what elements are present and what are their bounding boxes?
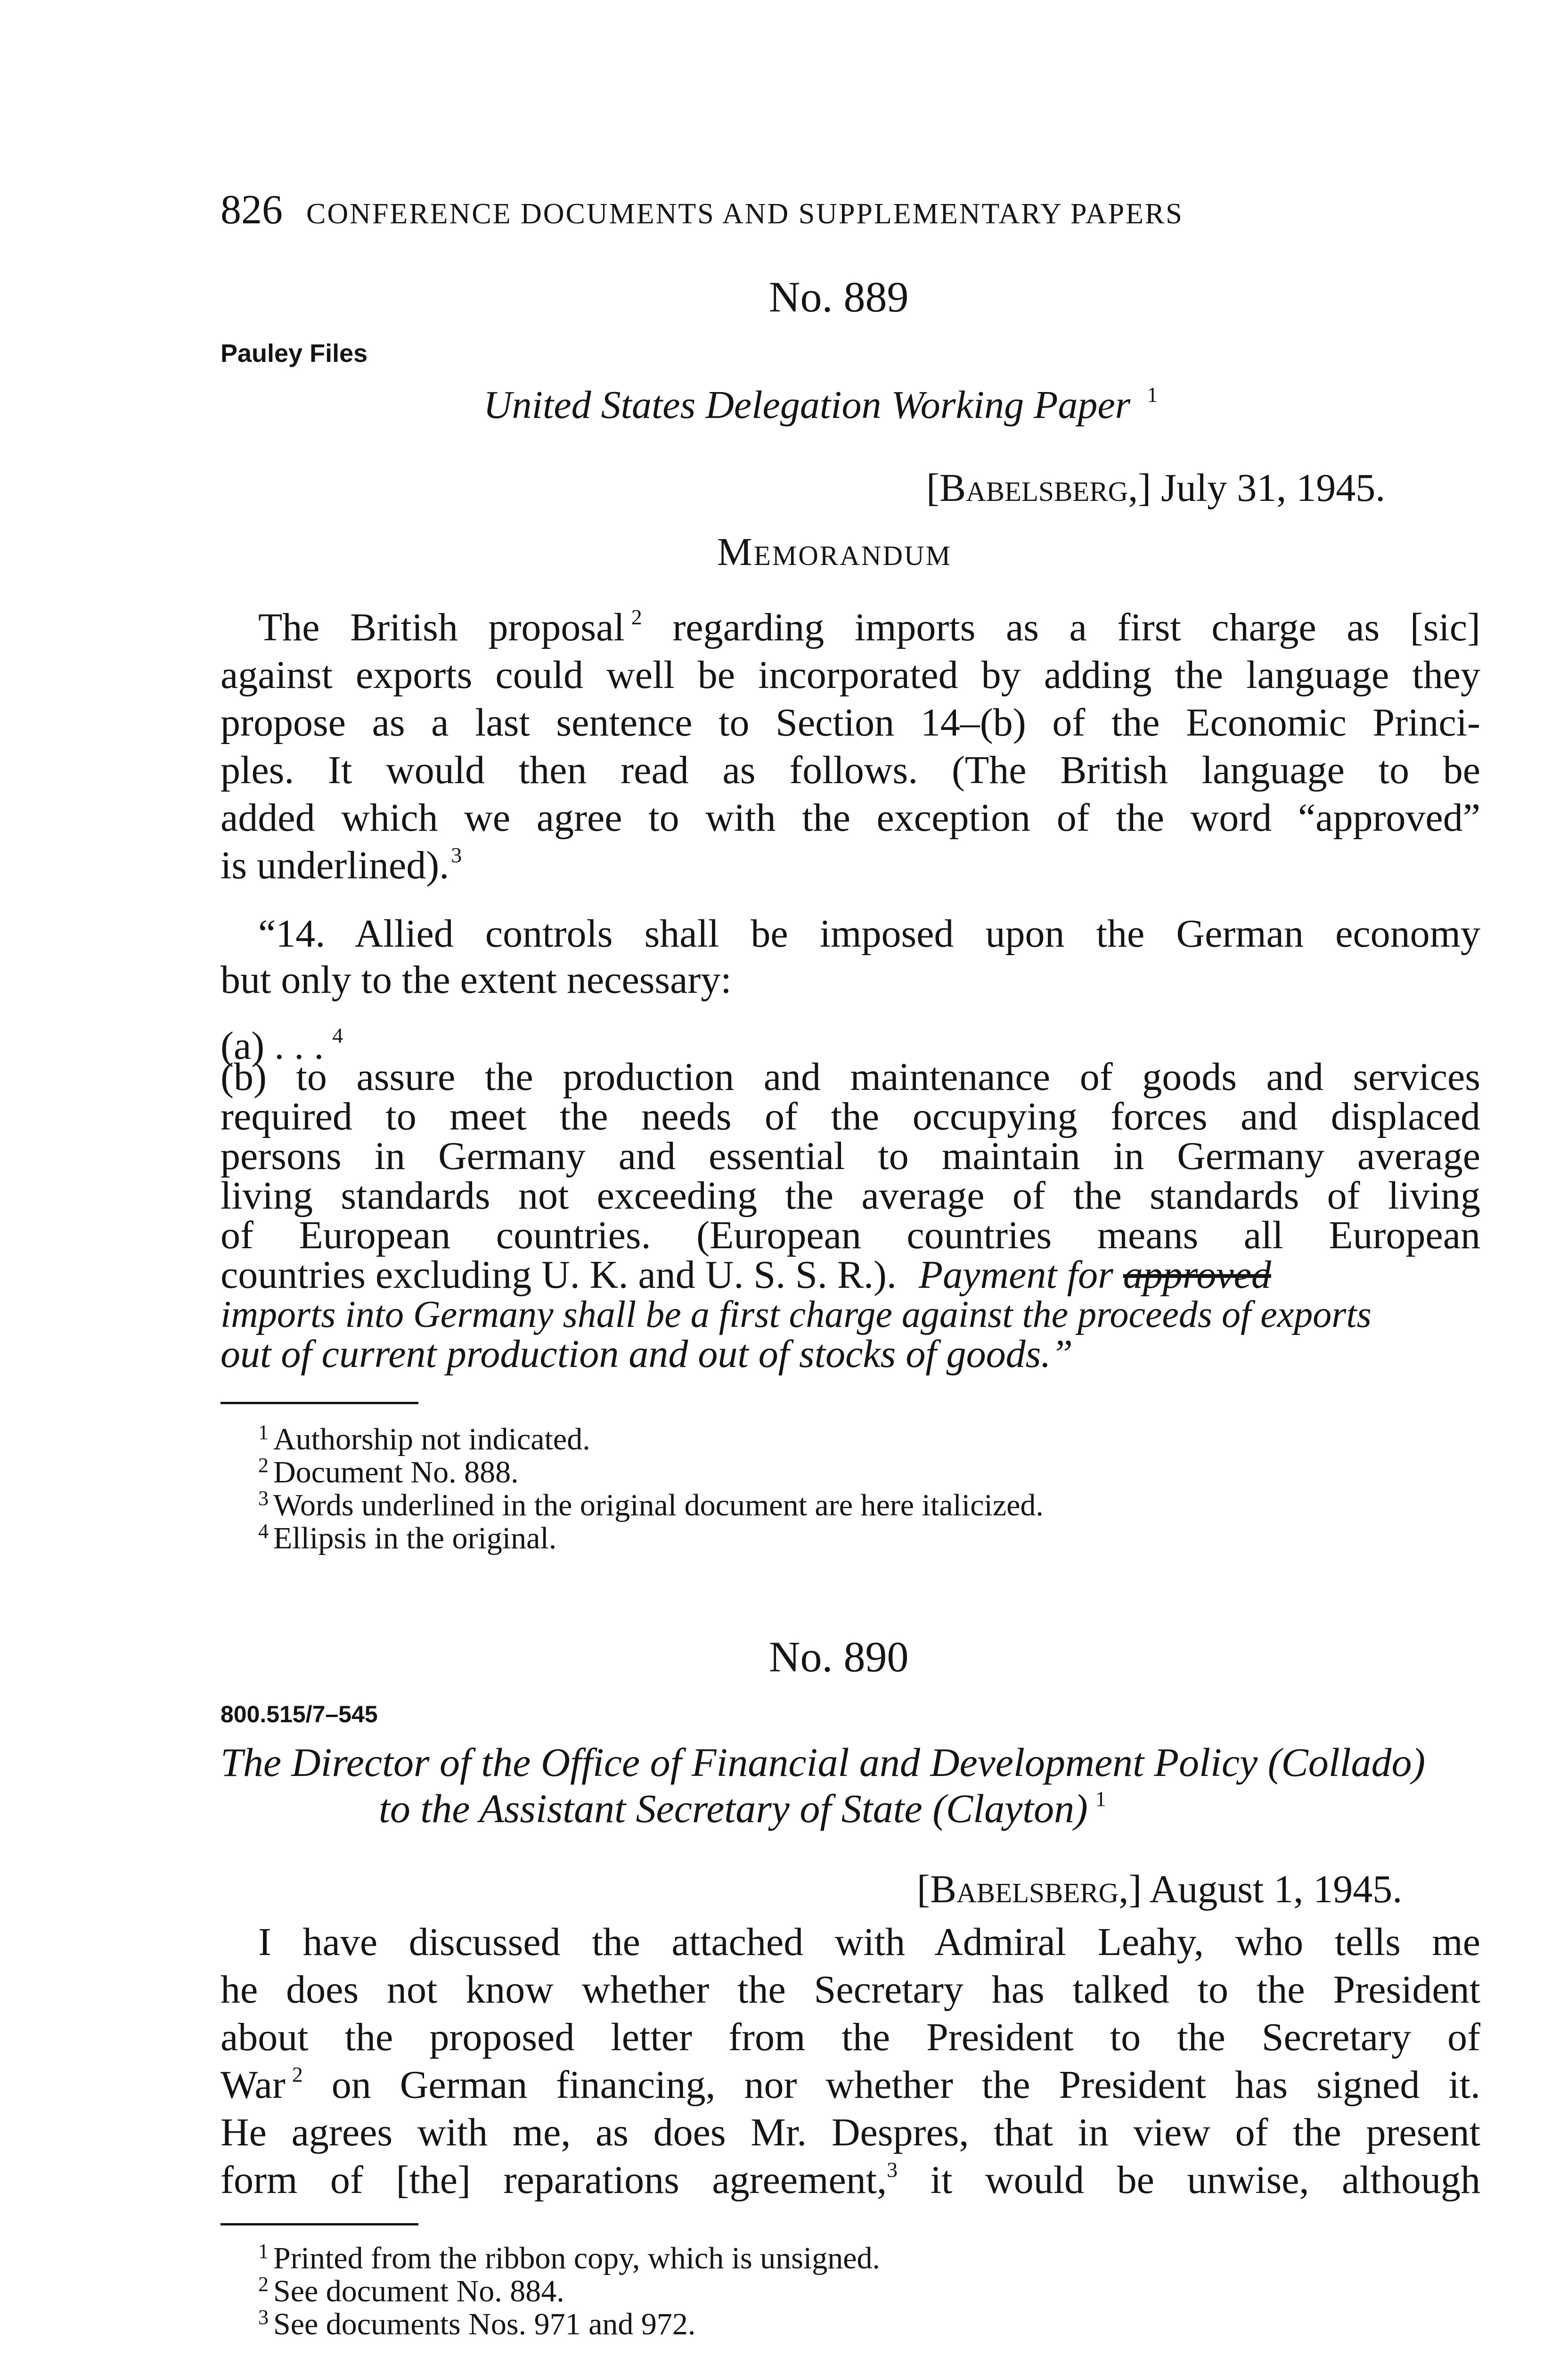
- footnote-ref-3: 3: [451, 843, 462, 867]
- footnote-890-1: $^1$ Printed from the ribbon copy, which is unsigned.: [258, 2240, 881, 2275]
- italic-line-1: imports into Germany shall be a first charge against the proceeds of exports: [220, 1294, 1372, 1335]
- para1-line-5: added which we agree to with the exception of the word “approved”: [220, 796, 1480, 840]
- body-line-5: He agrees with me, as does Mr. Despres, that in view of the present: [220, 2111, 1480, 2154]
- doc-889-title: [483, 382, 1158, 429]
- para1-line-4: ples. It would then read as follows. (The British language to be: [220, 748, 1480, 792]
- footnote-ref-4: 4: [332, 1023, 343, 1047]
- para1-line-2: against exports could well be incorporated by adding the language they: [220, 653, 1480, 697]
- doc-890-date: August 1, 1945.: [1149, 1867, 1403, 1911]
- doc-889-number: No. 889: [769, 273, 909, 321]
- para1-line-1: The British proposal $^2$ regarding imports as a first charge as [sic]: [258, 605, 1480, 649]
- payment-italic: Payment for: [918, 1253, 1113, 1297]
- doc-890-dateline: [Babelsberg,] August 1, 1945.: [917, 1867, 1403, 1911]
- item-a: (a) . . . $^4$: [220, 1023, 343, 1068]
- footnote-890-2: $^2$ See document No. 884.: [258, 2273, 564, 2308]
- doc-889-date: July 31, 1945.: [1161, 466, 1386, 510]
- body-line-3: about the proposed letter from the President to the Secretary of: [220, 2015, 1480, 2059]
- footnote-889-2: $^2$ Document No. 888.: [258, 1454, 519, 1489]
- doc-890-file-ref: 800.515/7–545: [220, 1701, 378, 1727]
- quote-line-2: but only to the extent necessary:: [220, 958, 732, 1002]
- doc-889-dateline: [Babelsberg,] July 31, 1945.: [926, 466, 1386, 510]
- doc-889-title-text: United States Delegation Working Paper: [483, 383, 1131, 427]
- footnote-ref-2: 2: [631, 605, 642, 629]
- body-line-2: he does not know whether the Secretary has talked to the President: [220, 1968, 1480, 2012]
- item-b-line-1: (b) to assure the production and maintenance of goods and services: [220, 1055, 1480, 1099]
- struck-word-approved: approved: [1123, 1253, 1271, 1297]
- doc-889-place: Babelsberg: [939, 466, 1128, 510]
- memorandum-heading: Memorandum: [717, 530, 952, 574]
- doc-890-place: Babelsberg: [930, 1867, 1119, 1911]
- doc-890-number: No. 890: [769, 1633, 909, 1681]
- italic-line-2: out of current production and out of stocks of goods.”: [220, 1332, 1073, 1376]
- item-b-line-5: of European countries. (European countries means all European: [220, 1213, 1480, 1257]
- body-line-6: form of [the] reparations agreement,$^3$ it would be unwise, although: [220, 2158, 1480, 2202]
- footnote-rule-889: [220, 1402, 418, 1404]
- footnote-889-4: $^4$ Ellipsis in the original.: [258, 1520, 557, 1555]
- body-line-1: I have discussed the attached with Admiral Leahy, who tells me: [258, 1920, 1480, 1964]
- item-b-line-6: countries excluding U. K. and U. S. S. R.). Payment for approved: [220, 1253, 1271, 1297]
- body-line-4: War $^2$ on German financing, nor whether the President has signed it.: [220, 2062, 1481, 2107]
- doc-890-title-line-1: The Director of the Office of Financial and Development Policy (Collado): [220, 1740, 1426, 1785]
- footnote-rule-890: [220, 2223, 418, 2225]
- footnote-ref-890-1: 1: [1095, 1787, 1106, 1811]
- doc-889-file-ref: Pauley Files: [220, 339, 368, 368]
- footnote-ref-1: 1: [1147, 383, 1158, 407]
- footnote-ref-890-2: 2: [292, 2062, 303, 2086]
- item-b-line-3: persons in Germany and essential to maintain in Germany average: [220, 1134, 1480, 1178]
- item-b-line-4: living standards not exceeding the average of the standards of living: [220, 1174, 1480, 1218]
- item-b-line-2: required to meet the needs of the occupying forces and displaced: [220, 1095, 1480, 1138]
- footnote-889-1: $^1$ Authorship not indicated.: [258, 1421, 590, 1456]
- page-header: [220, 187, 1184, 237]
- page-number: 826: [220, 187, 283, 233]
- doc-890-title-line-2: to the Assistant Secretary of State (Clayton) $^1$: [379, 1786, 1106, 1831]
- footnote-890-3: $^3$ See documents Nos. 971 and 972.: [258, 2306, 696, 2341]
- para1-line-3: propose as a last sentence to Section 14–(b) of the Economic Princi-: [220, 701, 1480, 744]
- quote-line-1: “14. Allied controls shall be imposed upon the German economy: [258, 912, 1480, 956]
- footnote-ref-890-3: 3: [887, 2158, 898, 2182]
- footnote-889-3: $^3$ Words underlined in the original document are here italicized.: [258, 1487, 1044, 1522]
- running-title: CONFERENCE DOCUMENTS AND SUPPLEMENTARY PAPERS: [306, 198, 1184, 230]
- para1-line-6: is underlined).$^3$: [220, 843, 462, 887]
